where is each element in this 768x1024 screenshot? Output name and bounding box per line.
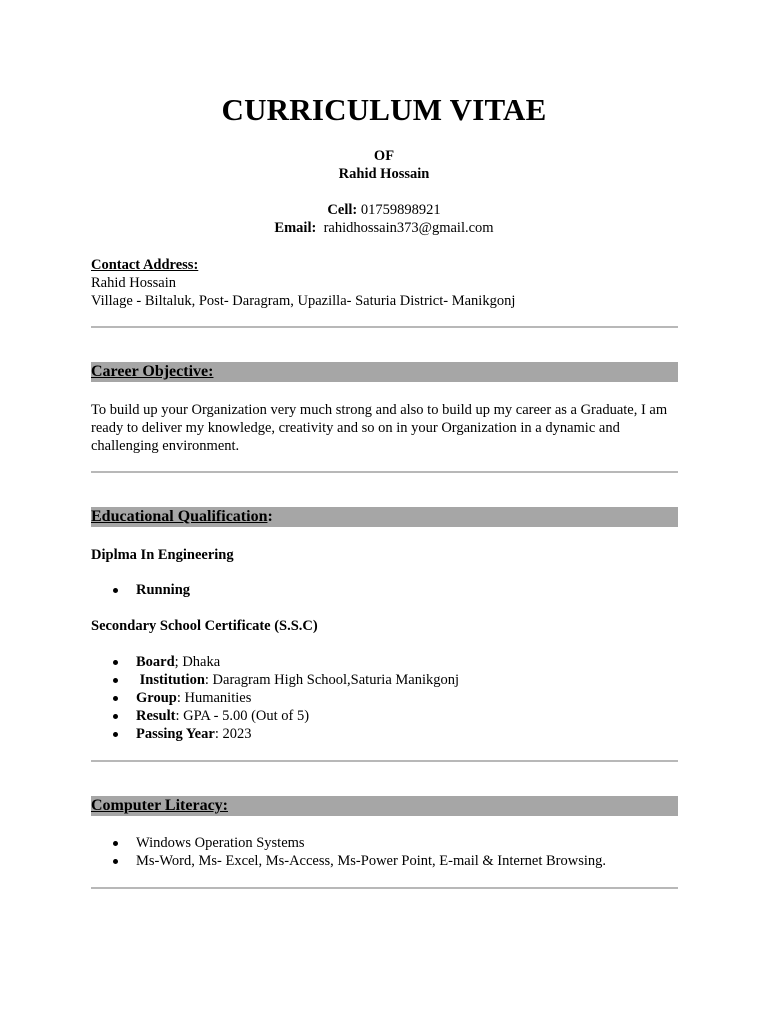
education-heading-band	[91, 507, 678, 527]
list-item	[91, 852, 606, 870]
item-label: Result	[136, 708, 176, 724]
ssc-title: Secondary School Certificate (S.S.C)	[91, 618, 318, 634]
computer-heading-band	[91, 796, 678, 816]
item-text: Ms-Word, Ms- Excel, Ms-Access, Ms-Power Point, E-mail & Internet Browsing.	[136, 853, 607, 869]
item-text: Windows Operation Systems	[136, 835, 305, 851]
list-item	[91, 689, 459, 707]
education-heading: Educational Qualification	[91, 508, 268, 525]
divider	[91, 326, 678, 328]
email-value: rahidhossain373@gmail.com	[316, 220, 494, 236]
bullet-icon	[113, 588, 118, 593]
bullet-icon	[113, 660, 118, 665]
item-value: : Humanities	[176, 690, 252, 706]
list-item	[91, 581, 190, 599]
item-label: Institution	[136, 672, 205, 688]
item-label: Running	[136, 582, 191, 598]
bullet-icon	[113, 678, 118, 683]
email-line	[0, 220, 768, 237]
list-item	[91, 653, 459, 671]
cell-line	[0, 202, 768, 219]
list-item	[91, 707, 459, 725]
email-label: Email:	[274, 220, 317, 236]
item-value: ; Dhaka	[174, 654, 221, 670]
document-title: CURRICULUM VITAE	[221, 92, 547, 127]
contact-name: Rahid Hossain	[91, 275, 176, 291]
contact-address: Village - Biltaluk, Post- Daragram, Upazilla- Saturia District- Manikgonj	[91, 293, 516, 309]
item-label: Group	[136, 690, 177, 706]
candidate-name: Rahid Hossain	[338, 166, 430, 182]
list-item	[91, 725, 459, 743]
item-label: Passing Year	[136, 726, 215, 742]
computer-heading: Computer Literacy:	[91, 797, 228, 814]
bullet-icon	[113, 732, 118, 737]
item-value: : Daragram High School,Saturia Manikgonj	[204, 672, 460, 688]
computer-list	[91, 834, 606, 870]
career-text: To build up your Organization very much strong and also to build up my career as a Graduate, I am ready to deliver my knowledge, creativity and so on in your Organization in a dynamic and challenging environment.	[91, 402, 668, 454]
divider	[91, 760, 678, 762]
cell-value: 01759898921	[357, 202, 441, 218]
cell-label: Cell:	[327, 202, 358, 218]
of-label: OF	[373, 148, 395, 164]
education-heading-colon: :	[267, 508, 273, 525]
list-item	[91, 671, 459, 689]
item-label: Board	[136, 654, 175, 670]
diploma-list	[91, 581, 190, 599]
bullet-icon	[113, 696, 118, 701]
divider	[91, 887, 678, 889]
contact-heading: Contact Address:	[91, 257, 199, 273]
ssc-list	[91, 653, 459, 743]
bullet-icon	[113, 859, 118, 864]
diploma-title: Diplma In Engineering	[91, 547, 234, 563]
item-value: : 2023	[214, 726, 252, 742]
item-value: : GPA - 5.00 (Out of 5)	[175, 708, 310, 724]
career-heading: Career Objective:	[91, 363, 214, 380]
bullet-icon	[113, 714, 118, 719]
list-item	[91, 834, 606, 852]
bullet-icon	[113, 841, 118, 846]
divider	[91, 471, 678, 473]
career-heading-band	[91, 362, 678, 382]
